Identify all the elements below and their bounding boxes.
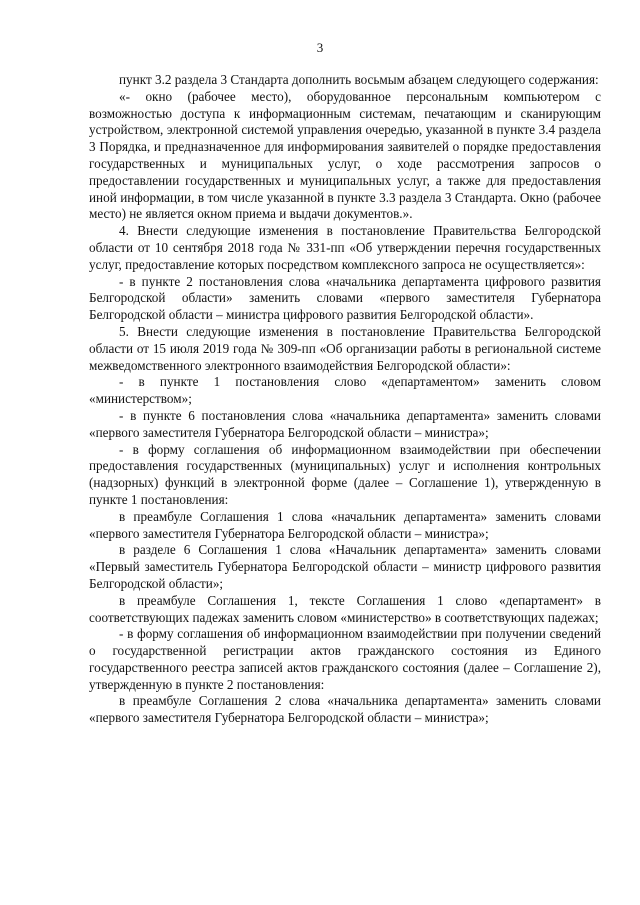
paragraph: пункт 3.2 раздела 3 Стандарта дополнить восьмым абзацем следующего содержания: [119, 72, 599, 87]
paragraph: в преамбуле Соглашения 1 слова «начальник департамента» заменить словами «первого заместителя Губернатора Белгородской области – министра»; [89, 508, 601, 541]
paragraph: в преамбуле Соглашения 2 слова «начальника департамента» заменить словами «первого заместителя Губернатора Белгородской области – министра»; [89, 693, 601, 726]
paragraph: - в форму соглашения об информационном взаимодействии при получении сведений о государственной регистрации актов гражданского состояния из Единого государственного реестра записей актов гражданского состояния (далее – Соглашение 2), утвержденную в пункте 2 постановления: [89, 626, 601, 692]
paragraph: - в пункте 6 постановления слова «начальника департамента» заменить словами «первого заместителя Губернатора Белгородской области – министра»; [89, 407, 601, 440]
paragraph: - в пункте 1 постановления слово «департаментом» заменить словом «министерством»; [89, 374, 601, 407]
paragraph: 4. Внести следующие изменения в постановление Правительства Белгородской области от 10 сентября 2018 года № 331-пп «Об утверждении перечня государственных услуг, предоставление которых посредством комплексного запроса не осуществляется»: [89, 223, 601, 272]
document-body [89, 72, 601, 727]
paragraph: 5. Внести следующие изменения в постановление Правительства Белгородской области от 15 июля 2019 года № 309-пп «Об организации работы в региональной системе межведомственного электронного взаимодействия Белгородской области»: [89, 323, 601, 373]
paragraph: - в пункте 2 постановления слова «начальника департамента цифрового развития Белгородской области» заменить словами «первого заместителя Губернатора Белгородской области – министра цифрового развития Белгородской области». [89, 273, 601, 323]
paragraph: «- окно (рабочее место), оборудованное персональным компьютером с возможностью доступа к информационным системам, печатающим и сканирующим устройством, электронной системой управления очередью, указанной в пункте 3.4 раздела 3 Порядка, и предназначенное для информирования заявителей о порядке предоставления государственных и муниципальных услуг, о ходе рассмотрения запросов о предоставлении государственных и муниципальных услуг, а также для предоставления иной информации, в том числе указанной в пункте 3.3 раздела 3 Стандарта. Окно (рабочее место) не является окном приема и выдачи документов.». [89, 88, 601, 222]
paragraph: в преамбуле Соглашения 1, тексте Соглашения 1 слово «департамент» в соответствующих падежах заменить словом «министерство» в соответствующих падежах; [89, 592, 601, 625]
paragraph: в разделе 6 Соглашения 1 слова «Начальник департамента» заменить словами «Первый заместитель Губернатора Белгородской области – министр цифрового развития Белгородской области»; [89, 542, 601, 591]
page-number: 3 [316, 40, 324, 55]
paragraph: - в форму соглашения об информационном взаимодействии при обеспечении предоставления государственных (муниципальных) услуг и исполнения контрольных (надзорных) функций в электронной форме (далее – Соглашение 1), утвержденную в пункте 1 постановления: [89, 441, 601, 507]
